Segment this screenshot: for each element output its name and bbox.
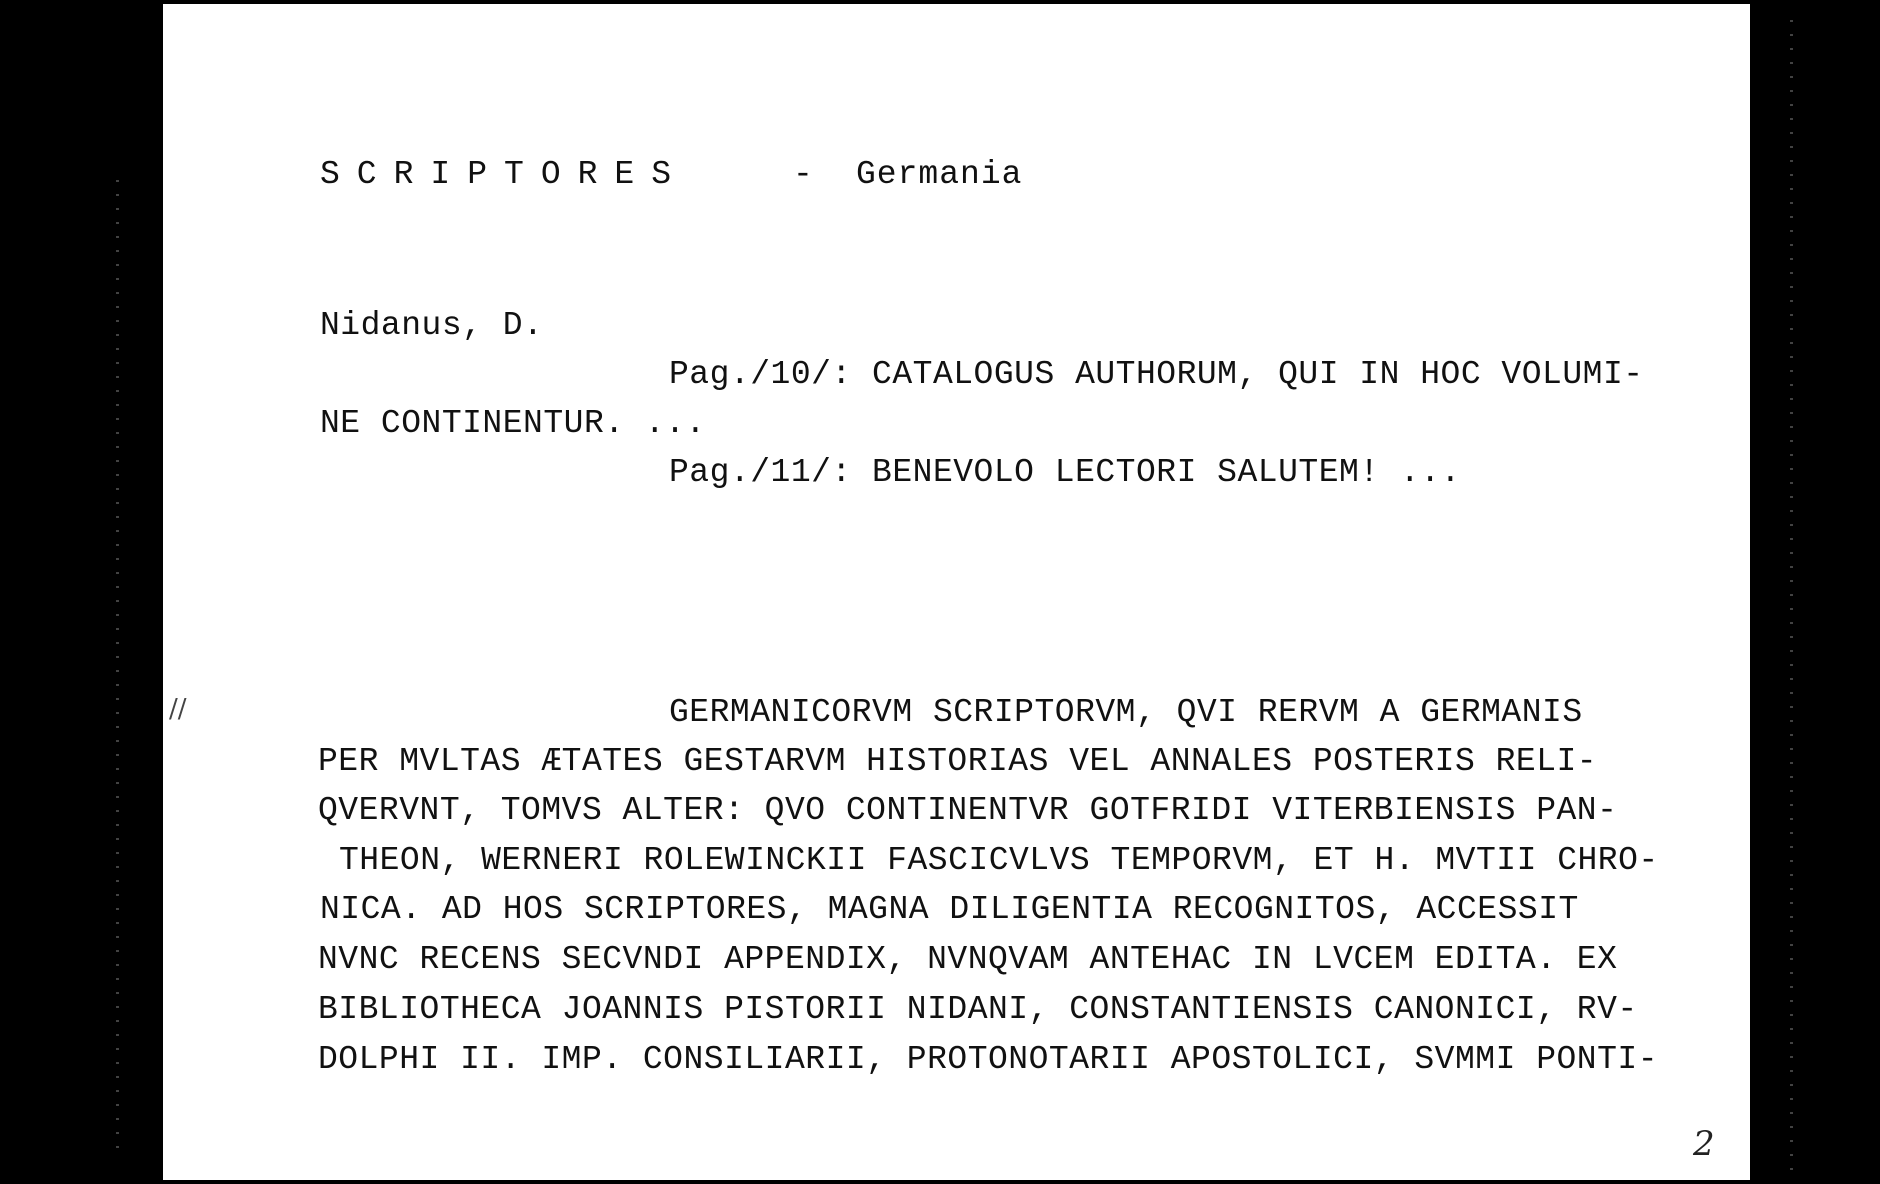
entry2-line-4: THEON, WERNERI ROLEWINCKII FASCICVLVS TEMPORVM, ET H. MVTII CHRO- bbox=[339, 842, 1659, 879]
entry1-line-2: NE CONTINENTUR. ... bbox=[320, 405, 706, 442]
margin-mark: // bbox=[169, 694, 187, 724]
heading-dash: - bbox=[793, 156, 814, 193]
entry1-line-1: Pag./10/: CATALOGUS AUTHORUM, QUI IN HOC VOLUMI- bbox=[669, 356, 1644, 393]
heading-region: Germania bbox=[856, 156, 1023, 193]
heading-scriptores: SCRIPTORES bbox=[320, 156, 689, 193]
entry2-line-8: DOLPHI II. IMP. CONSILIARII, PROTONOTARII APOSTOLICI, SVMMI PONTI- bbox=[318, 1041, 1659, 1078]
left-edge-speckle bbox=[116, 180, 119, 1160]
entry2-line-5: NICA. AD HOS SCRIPTORES, MAGNA DILIGENTIA RECOGNITOS, ACCESSIT bbox=[320, 891, 1579, 928]
entry1-line-3: Pag./11/: BENEVOLO LECTORI SALUTEM! ... bbox=[669, 454, 1461, 491]
entry-author: Nidanus, D. bbox=[320, 307, 544, 344]
entry2-line-6: NVNC RECENS SECVNDI APPENDIX, NVNQVAM ANTEHAC IN LVCEM EDITA. EX bbox=[318, 941, 1618, 978]
entry2-line-2: PER MVLTAS ÆTATES GESTARVM HISTORIAS VEL ANNALES POSTERIS RELI- bbox=[318, 743, 1598, 780]
entry2-line-1: GERMANICORVM SCRIPTORVM, QVI RERVM A GERMANIS bbox=[669, 694, 1583, 731]
index-card bbox=[163, 4, 1750, 1180]
right-edge-speckle bbox=[1790, 20, 1793, 1170]
entry2-line-3: QVERVNT, TOMVS ALTER: QVO CONTINENTVR GOTFRIDI VITERBIENSIS PAN- bbox=[318, 792, 1618, 829]
entry2-line-7: BIBLIOTHECA JOANNIS PISTORII NIDANI, CONSTANTIENSIS CANONICI, RV- bbox=[318, 991, 1638, 1028]
page-number: 2 bbox=[1693, 1124, 1715, 1164]
